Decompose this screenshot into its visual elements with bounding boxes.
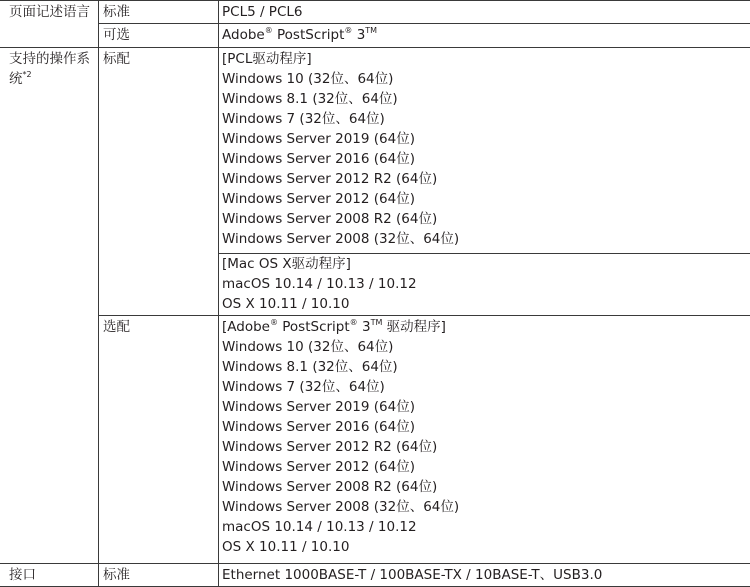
table-rule	[98, 315, 750, 316]
pdl-optional-value: Adobe® PostScript® 3™	[222, 25, 378, 43]
list-item: Windows 7 (32位、64位)	[222, 379, 385, 395]
list-item: Windows Server 2012 R2 (64位)	[222, 439, 438, 455]
pdl-standard-value: PCL5 / PCL6	[222, 4, 303, 20]
table-divider	[218, 0, 219, 587]
list-item: Windows Server 2012 (64位)	[222, 459, 415, 475]
os-standard-label: 标配	[103, 51, 130, 67]
ps-driver-heading: [Adobe® PostScript® 3™ 驱动程序]	[222, 317, 446, 335]
interface-standard-value: Ethernet 1000BASE-T / 100BASE-TX / 10BASE-T、USB3.0	[222, 567, 603, 583]
list-item: macOS 10.14 / 10.13 / 10.12	[222, 276, 417, 292]
ps-driver-list	[222, 337, 459, 557]
list-item: Windows 10 (32位、64位)	[222, 71, 394, 87]
list-item: OS X 10.11 / 10.10	[222, 296, 350, 312]
list-item: Windows Server 2012 (64位)	[222, 191, 415, 207]
list-item: Windows 7 (32位、64位)	[222, 111, 385, 127]
mac-driver-list	[222, 254, 417, 314]
table-rule	[98, 23, 750, 24]
table-divider	[98, 0, 99, 587]
list-item: [Mac OS X驱动程序]	[222, 256, 351, 272]
list-item: [PCL驱动程序]	[222, 51, 312, 67]
list-item: Windows Server 2016 (64位)	[222, 151, 415, 167]
list-item: Windows 10 (32位、64位)	[222, 339, 394, 355]
list-item: Windows 8.1 (32位、64位)	[222, 91, 398, 107]
list-item: Windows Server 2008 R2 (64位)	[222, 211, 438, 227]
interface-standard-label: 标准	[103, 567, 130, 583]
list-item: Windows 8.1 (32位、64位)	[222, 359, 398, 375]
list-item: Windows Server 2008 R2 (64位)	[222, 479, 438, 495]
table-rule	[0, 563, 750, 564]
list-item: Windows Server 2019 (64位)	[222, 131, 415, 147]
list-item: macOS 10.14 / 10.13 / 10.12	[222, 519, 417, 535]
list-item: Windows Server 2012 R2 (64位)	[222, 171, 438, 187]
os-header: 支持的操作系统$^{*2}$	[9, 51, 90, 87]
list-item: Windows Server 2008 (32位、64位)	[222, 231, 460, 247]
table-rule	[0, 0, 750, 1]
pcl-driver-list	[222, 49, 459, 249]
list-item: Windows Server 2016 (64位)	[222, 419, 415, 435]
list-item: Windows Server 2008 (32位、64位)	[222, 499, 460, 515]
pdl-header: 页面记述语言	[9, 4, 90, 20]
pdl-standard-label: 标准	[103, 4, 130, 20]
list-item: OS X 10.11 / 10.10	[222, 539, 350, 555]
list-item: Windows Server 2019 (64位)	[222, 399, 415, 415]
os-optional-label: 选配	[103, 319, 130, 335]
os-header-footnote: *2	[22, 69, 32, 79]
pdl-optional-label: 可选	[103, 27, 130, 43]
table-rule	[0, 47, 750, 48]
interface-header: 接口	[9, 567, 36, 583]
